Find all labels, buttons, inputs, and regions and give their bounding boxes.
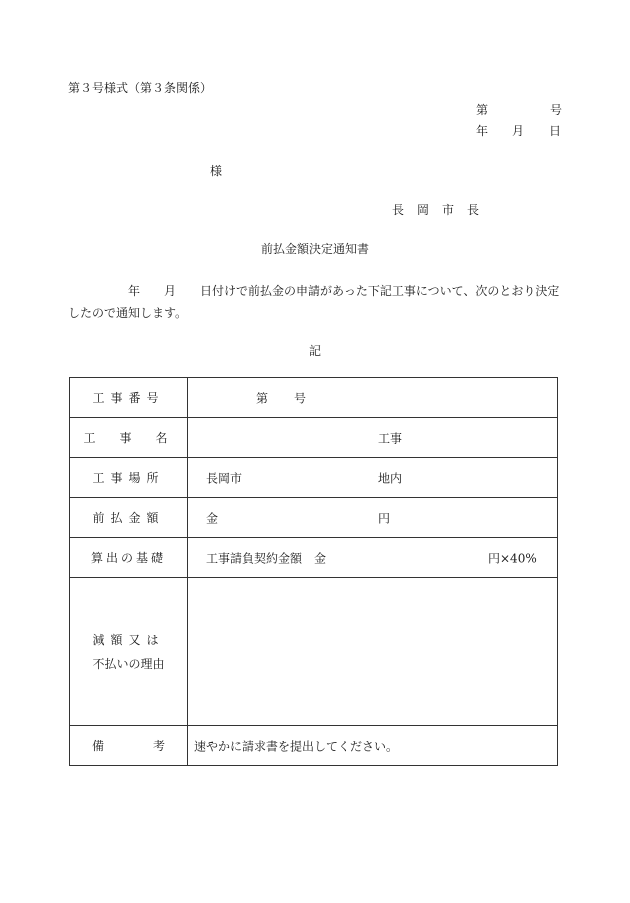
calculation-basis: 工事請負契約金額 金 xyxy=(206,551,327,565)
date-month-label: 月 xyxy=(512,124,525,138)
reduction-label-line2: 不払いの理由 xyxy=(92,656,165,671)
location-city: 長岡市 xyxy=(206,471,243,485)
addressee-honorific: 様 xyxy=(210,164,223,178)
document-title: 前払金額決定通知書 xyxy=(260,242,369,256)
details-table xyxy=(69,377,558,766)
ki-heading: 記 xyxy=(308,344,321,358)
table-row xyxy=(70,458,558,498)
form-number: 第３号様式（第３条関係） xyxy=(68,81,213,95)
table-row xyxy=(70,498,558,538)
row-label xyxy=(70,726,188,766)
table-row xyxy=(70,726,558,766)
row-value xyxy=(188,418,558,458)
row-value xyxy=(188,578,558,726)
row-value xyxy=(188,378,558,418)
body-paragraph: 年 月 日付けで前払金の申請があった下記工事について、次のとおり決定したので通知します。 xyxy=(68,284,560,320)
date-year-label: 年 xyxy=(476,124,489,138)
construction-name-suffix: 工事 xyxy=(378,431,403,445)
row-label: 工事番号 xyxy=(70,378,188,418)
remarks-label-b: 考 xyxy=(152,739,165,753)
remarks-label-a: 備 xyxy=(92,739,105,753)
table-row xyxy=(70,378,558,418)
table-row xyxy=(70,538,558,578)
location-suffix: 地内 xyxy=(378,471,403,485)
construction-number-suffix: 号 xyxy=(294,391,307,405)
table-row xyxy=(70,418,558,458)
remarks-text: 速やかに請求書を提出してください。 xyxy=(194,739,399,753)
row-value xyxy=(188,498,558,538)
row-label xyxy=(70,578,188,726)
construction-number-prefix: 第 xyxy=(256,391,269,405)
row-label: 前払金額 xyxy=(70,498,188,538)
advance-amount-unit: 円 xyxy=(378,511,391,525)
document-number-prefix: 第 xyxy=(476,103,489,117)
row-label: 算出の基礎 xyxy=(70,538,188,578)
issuer-name: 長岡市長 xyxy=(392,203,493,217)
date-day-label: 日 xyxy=(549,124,562,138)
document-number-suffix: 号 xyxy=(550,103,563,117)
row-value xyxy=(188,458,558,498)
reduction-label-line1: 減額又は xyxy=(92,632,165,647)
calculation-rate: 円×40% xyxy=(488,551,537,565)
row-label: 工 事 名 xyxy=(70,418,188,458)
advance-amount-prefix: 金 xyxy=(206,511,219,525)
row-label: 工事場所 xyxy=(70,458,188,498)
row-value xyxy=(188,726,558,766)
row-value xyxy=(188,538,558,578)
table-row xyxy=(70,578,558,726)
